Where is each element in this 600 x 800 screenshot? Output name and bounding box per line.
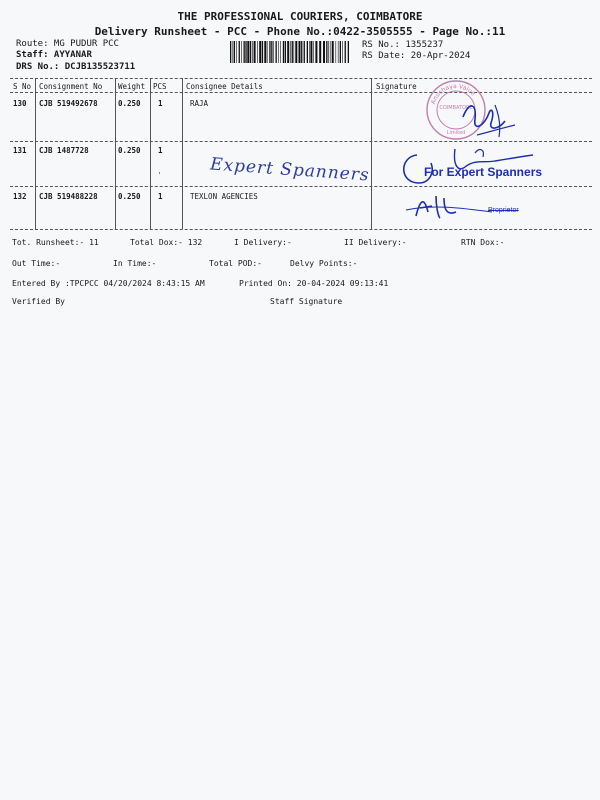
barcode-bar <box>338 41 339 63</box>
rs-date: RS Date: 20-Apr-2024 <box>362 51 471 61</box>
barcode-bar <box>313 41 314 63</box>
barcode-bar <box>287 41 289 63</box>
row-consignment: CJB 519488228 <box>39 192 98 201</box>
column-rule <box>182 78 183 229</box>
company-name: THE PROFESSIONAL COURIERS, COIMBATORE <box>177 10 423 23</box>
company-stamp-text: For Expert Spanners <box>424 165 543 179</box>
row-weight: 0.250 <box>118 99 141 108</box>
barcode-bar <box>309 41 310 63</box>
barcode-bar <box>234 41 235 63</box>
barcode-bar <box>299 41 301 63</box>
column-rule <box>371 78 372 229</box>
barcode <box>230 41 350 63</box>
column-rule <box>115 78 116 229</box>
header-signature: Signature <box>376 82 417 91</box>
barcode-bar <box>292 41 293 63</box>
header-consignee: Consignee Details <box>186 82 263 91</box>
barcode-bar <box>348 41 349 63</box>
header-consignment: Consignment No <box>39 82 103 91</box>
barcode-bar <box>345 41 346 63</box>
barcode-bar <box>271 41 272 63</box>
seal-inner-text: COIMBATORE <box>439 105 473 111</box>
handwritten-consignee: Expert Spanners <box>209 154 371 186</box>
proprietor-signature <box>402 190 552 224</box>
barcode-bar <box>310 41 312 63</box>
i-delivery: I Delivery:- <box>234 238 292 247</box>
drs-number: DRS No.: DCJB135523711 <box>16 62 136 72</box>
proprietor-label: Proprietor <box>488 207 519 214</box>
barcode-bar <box>315 41 317 63</box>
header-sno: S No <box>13 82 32 91</box>
route-label: Route: MG PUDUR PCC <box>16 39 119 49</box>
barcode-bar <box>278 41 279 63</box>
barcode-bar <box>323 41 325 63</box>
table-bottom-rule <box>10 229 592 230</box>
header-pcs: PCS <box>153 82 167 91</box>
staff-signature: Staff Signature <box>270 297 343 306</box>
row-sno: 132 <box>13 192 27 201</box>
barcode-bar <box>250 41 251 63</box>
row-pcs: 1 <box>158 192 163 201</box>
table-top-rule <box>10 78 592 79</box>
printed-on: Printed On: 20-04-2024 09:13:41 <box>239 279 389 288</box>
row-sno: 131 <box>13 146 27 155</box>
barcode-bar <box>301 41 302 63</box>
rs-number: RS No.: 1355237 <box>362 40 444 50</box>
barcode-bar <box>257 41 258 63</box>
row-consignment: CJB 519492678 <box>39 99 98 108</box>
staff-label: Staff: AYYANAR <box>16 50 92 60</box>
barcode-bar <box>285 41 286 63</box>
barcode-bar <box>244 41 245 63</box>
barcode-bar <box>283 41 284 63</box>
barcode-bar <box>294 41 295 63</box>
barcode-bar <box>342 41 343 63</box>
barcode-bar <box>295 41 297 63</box>
barcode-bar <box>276 41 277 63</box>
row-weight: 0.250 <box>118 192 141 201</box>
barcode-bar <box>247 41 249 63</box>
row-consignee: TEXLON AGENCIES <box>190 192 258 201</box>
barcode-bar <box>336 41 337 63</box>
total-dox: Total Dox:- 132 <box>130 238 203 247</box>
barcode-bar <box>326 41 327 63</box>
column-rule <box>35 78 36 229</box>
barcode-bar <box>230 41 231 63</box>
header-weight: Weight <box>118 82 146 91</box>
total-pod: Total POD:- <box>209 259 262 268</box>
barcode-bar <box>340 41 341 63</box>
row-consignee: RAJA <box>190 99 209 108</box>
barcode-bar <box>304 41 305 63</box>
barcode-bar <box>245 41 246 63</box>
barcode-bar <box>267 41 268 63</box>
barcode-bar <box>307 41 308 63</box>
row-sno: 130 <box>13 99 27 108</box>
barcode-bar <box>269 41 270 63</box>
row-pcs: 1 <box>158 146 163 155</box>
in-time: In Time:- <box>113 259 157 268</box>
rtn-dox: RTN Dox:- <box>461 238 505 247</box>
barcode-bar <box>241 41 242 63</box>
pen-mark: ' <box>157 171 162 180</box>
row-weight: 0.250 <box>118 146 141 155</box>
column-rule <box>150 78 151 229</box>
verified-by: Verified By <box>12 297 65 306</box>
barcode-bar <box>319 41 321 63</box>
barcode-bar <box>280 41 281 63</box>
out-time: Out Time:- <box>12 259 61 268</box>
row-pcs: 1 <box>158 99 163 108</box>
barcode-bar <box>262 41 263 63</box>
signature-scribble <box>455 95 525 145</box>
barcode-bar <box>290 41 291 63</box>
tot-runsheet: Tot. Runsheet:- 11 <box>12 238 99 247</box>
barcode-bar <box>236 41 237 63</box>
barcode-bar <box>330 41 331 63</box>
barcode-bar <box>254 41 256 63</box>
barcode-bar <box>332 41 334 63</box>
entered-by: Entered By :TPCPCC 04/20/2024 8:43:15 AM <box>12 279 205 288</box>
barcode-bar <box>252 41 253 63</box>
barcode-bar <box>233 41 234 63</box>
delvy-points: Delvy Points:- <box>290 259 358 268</box>
barcode-bar <box>264 41 266 63</box>
ii-delivery: II Delivery:- <box>344 238 407 247</box>
row-consignment: CJB 1487728 <box>39 146 89 155</box>
barcode-bar <box>259 41 261 63</box>
barcode-bar <box>328 41 329 63</box>
barcode-bar <box>239 41 240 63</box>
table-header-rule <box>10 92 592 93</box>
runsheet-subtitle: Delivery Runsheet - PCC - Phone No.:0422-3505555 - Page No.:11 <box>94 25 506 38</box>
seal-ring-text: Anushaya Value <box>429 82 477 106</box>
seal-bottom-text: Limited <box>446 130 466 136</box>
barcode-bar <box>273 41 274 63</box>
